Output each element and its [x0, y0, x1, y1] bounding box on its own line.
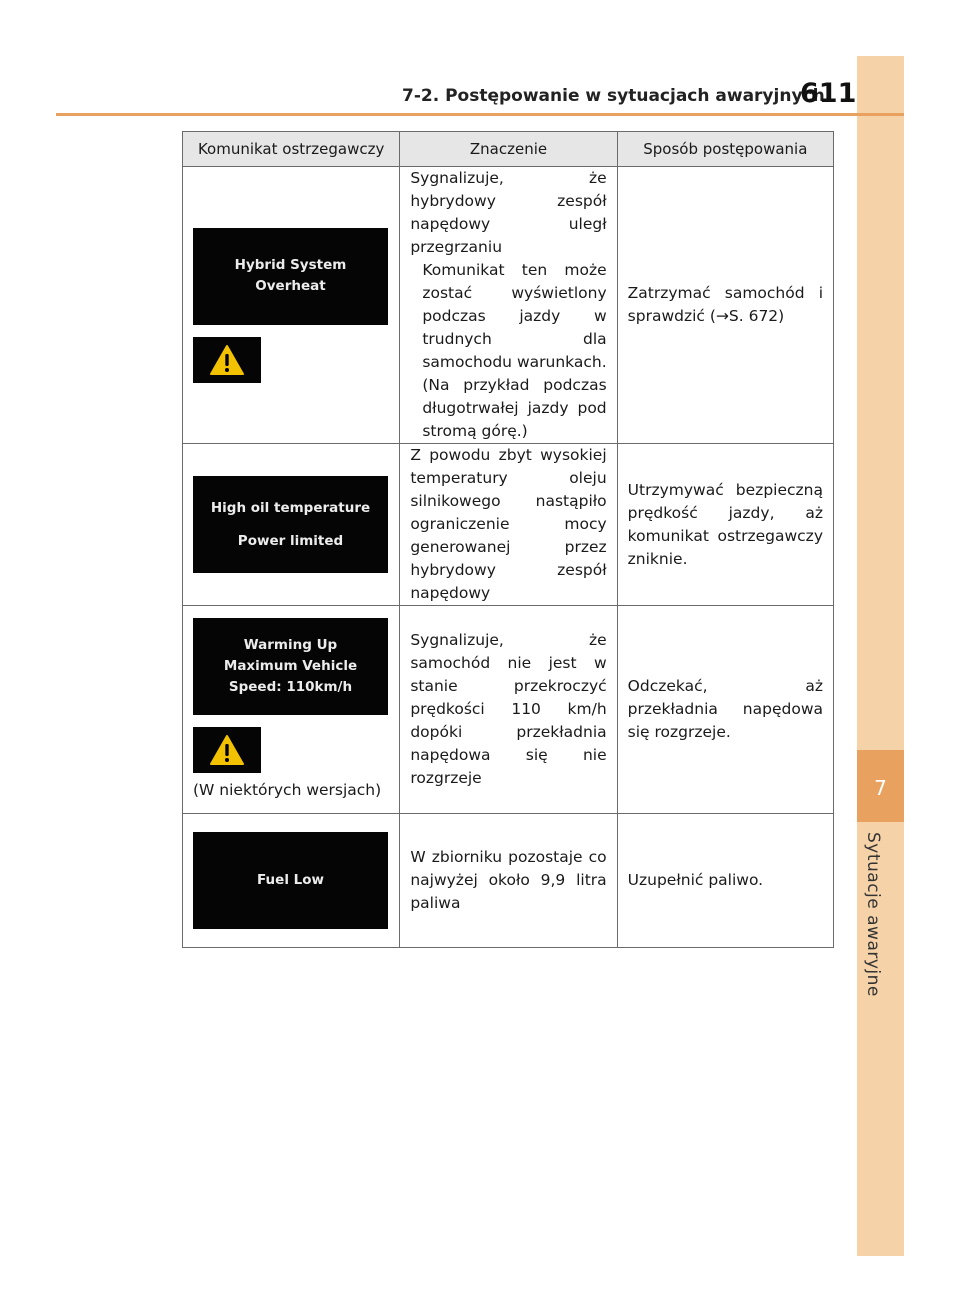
- action-cell: Zatrzymać samochód i sprawdzić (→S. 672): [617, 167, 833, 444]
- display-line: Power limited: [237, 532, 344, 549]
- column-header-action: Sposób postępowania: [617, 132, 833, 167]
- display-message-screen: [193, 832, 388, 929]
- warning-triangle-icon: [209, 734, 245, 766]
- display-line: High oil temperature: [210, 499, 371, 516]
- meaning-cell: W zbiorniku pozostaje co najwyżej około 9,9 litra paliwa: [400, 814, 617, 948]
- meaning-note: Komunikat ten może zostać wyświetlony podczas jazdy w trudnych dla samochodu warunkach. (Na przykład podczas długotrwałej jazdy pod stromą górę.): [422, 261, 607, 440]
- display-message-screen: [193, 618, 388, 715]
- message-cell: [183, 444, 400, 606]
- display-line: Maximum Vehicle: [223, 657, 358, 674]
- chapter-tab: [857, 750, 904, 822]
- table-row: [183, 814, 834, 948]
- chapter-label: Sytuacje awaryjne: [863, 832, 883, 997]
- column-header-meaning: Znaczenie: [400, 132, 617, 167]
- meaning-cell: [400, 167, 617, 444]
- display-line: Fuel Low: [257, 872, 324, 888]
- display-line: Overheat: [255, 278, 326, 294]
- message-cell: [183, 167, 400, 444]
- warning-icon-box: [193, 727, 261, 773]
- warning-message-table: [182, 131, 834, 948]
- action-cell: Uzupełnić paliwo.: [617, 814, 833, 948]
- page-number: 611: [800, 78, 857, 109]
- meaning-cell: Z powodu zbyt wysokiej temperatury oleju silnikowego nastąpiło ograniczenie mocy generowanej przez hybrydowy zespół napędowy: [400, 444, 617, 606]
- display-message-screen: [193, 228, 388, 325]
- display-line: Speed: 110km/h: [228, 678, 353, 695]
- warning-icon-box: [193, 337, 261, 383]
- meaning-text: Sygnalizuje, że hybrydowy zespół napędowy uległ przegrzaniu: [410, 169, 607, 256]
- header-rule: [56, 113, 904, 116]
- table-header-row: [183, 132, 834, 167]
- table-row: [183, 606, 834, 814]
- warning-triangle-icon: [209, 344, 245, 376]
- message-cell: [183, 606, 400, 814]
- chapter-number: 7: [874, 776, 887, 800]
- section-title: 7-2. Postępowanie w sytuacjach awaryjnych: [402, 86, 825, 106]
- table-row: [183, 167, 834, 444]
- variant-note: (W niektórych wersjach): [193, 780, 382, 799]
- display-message-screen: [193, 476, 388, 573]
- column-header-message: Komunikat ostrzegawczy: [183, 132, 400, 167]
- display-line: Hybrid System: [234, 257, 347, 273]
- chapter-sidebar: [857, 56, 904, 1256]
- action-cell: Odczekać, aż przekładnia napędowa się rozgrzeje.: [617, 606, 833, 814]
- message-cell: [183, 814, 400, 948]
- table-row: [183, 444, 834, 606]
- action-cell: Utrzymywać bezpieczną prędkość jazdy, aż komunikat ostrzegawczy zniknie.: [617, 444, 833, 606]
- meaning-cell: Sygnalizuje, że samochód nie jest w stanie przekroczyć prędkości 110 km/h dopóki przekładnia napędowa się nie rozgrzeje: [400, 606, 617, 814]
- display-line: Warming Up: [243, 636, 338, 653]
